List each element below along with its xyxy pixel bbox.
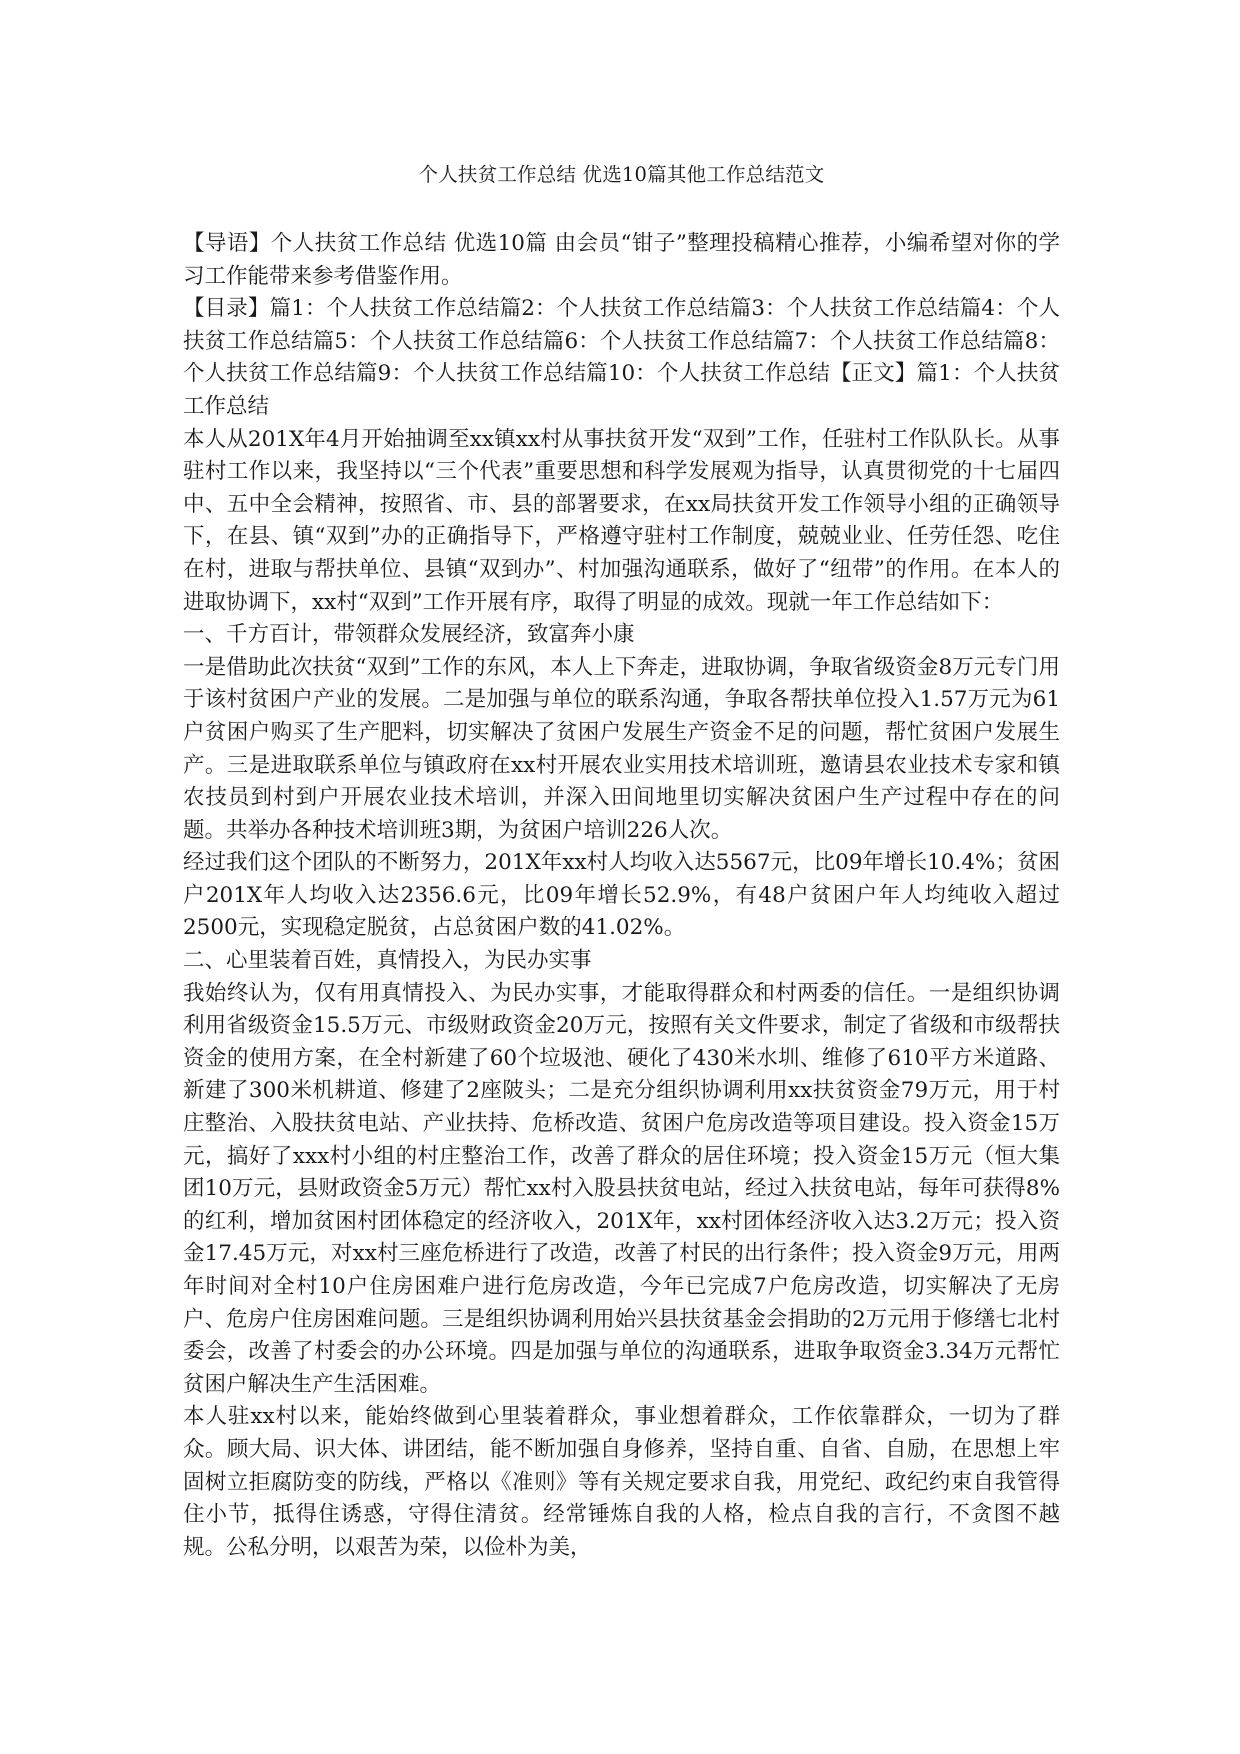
section-heading: 二、心里装着百姓，真情投入，为民办实事 xyxy=(183,948,592,974)
document-title: 个人扶贫工作总结 优选10篇其他工作总结范文 xyxy=(418,163,825,186)
section-heading: 一、千方百计，带领群众发展经济，致富奔小康 xyxy=(183,622,635,648)
body-paragraph: 本人从201X年4月开始抽调至xx镇xx村从事扶贫开发“双到”工作，任驻村工作队队长。从事驻村工作以来，我坚持以“三个代表”重要思想和科学发展观为指导，认真贯彻党的十七届四中、五中全会精神，按照省、市、县的部署要求，在xx局扶贫开发工作领导小组的正确领导下，在县、镇“双到”办的正确指导下，严格遵守驻村工作制度，兢兢业业、任劳任怨、吃住在村，进取与帮扶单位、县镇“双到办”、村加强沟通联系，做好了“纽带”的作用。在本人的进取协调下，xx村“双到”工作开展有序，取得了明显的成效。现就一年工作总结如下： xyxy=(183,426,1060,615)
table-of-contents: 【目录】篇1：个人扶贫工作总结篇2：个人扶贫工作总结篇3：个人扶贫工作总结篇4：个人扶贫工作总结篇5：个人扶贫工作总结篇6：个人扶贫工作总结篇7：个人扶贫工作总结篇8：个人扶贫工作总结篇9：个人扶贫工作总结篇10：个人扶贫工作总结【正文】篇1：个人扶贫工作总结 xyxy=(183,296,1060,419)
body-paragraph: 本人驻xx村以来，能始终做到心里装着群众，事业想着群众，工作依靠群众，一切为了群众。顾大局、识大体、讲团结，能不断加强自身修养，坚持自重、自省、自励，在思想上牢固树立拒腐防变的防线，严格以《准则》等有关规定要求自我，用党纪、政纪约束自我管得住小节，抵得住诱惑，守得住清贫。经常锤炼自我的人格，检点自我的言行，不贪图不越规。公私分明，以艰苦为荣，以俭朴为美， xyxy=(183,1404,1060,1560)
body-paragraph: 一是借助此次扶贫“双到”工作的东风，本人上下奔走，进取协调，争取省级资金8万元专门用于该村贫困户产业的发展。二是加强与单位的联系沟通，争取各帮扶单位投入1.57万元为61户贫困户购买了生产肥料，切实解决了贫困户发展生产资金不足的问题，帮忙贫困户发展生产。三是进取联系单位与镇政府在xx村开展农业实用技术培训班，邀请县农业技术专家和镇农技员到村到户开展农业技术培训，并深入田间地里切实解决贫困户生产过程中存在的问题。共举办各种技术培训班3期，为贫困户培训226人次。 xyxy=(183,654,1060,843)
intro-paragraph: 【导语】个人扶贫工作总结 优选10篇 由会员“钳子”整理投稿精心推荐，小编希望对你的学习工作能带来参考借鉴作用。 xyxy=(183,231,1060,289)
body-paragraph: 经过我们这个团队的不断努力，201X年xx村人均收入达5567元，比09年增长10.4%；贫困户201X年人均收入达2356.6元，比09年增长52.9%，有48户贫困户年人均纯收入超过2500元，实现稳定脱贫，占总贫困户数的41.02%。 xyxy=(183,850,1060,941)
body-paragraph: 我始终认为，仅有用真情投入、为民办实事，才能取得群众和村两委的信任。一是组织协调利用省级资金15.5万元、市级财政资金20万元，按照有关文件要求，制定了省级和市级帮扶资金的使用方案，在全村新建了60个垃圾池、硬化了430米水圳、维修了610平方米道路、新建了300米机耕道、修建了2座陂头；二是充分组织协调利用xx扶贫资金79万元，用于村庄整治、入股扶贫电站、产业扶持、危桥改造、贫困户危房改造等项目建设。投入资金15万元，搞好了xxx村小组的村庄整治工作，改善了群众的居住环境；投入资金15万元（恒大集团10万元，县财政资金5万元）帮忙xx村入股县扶贫电站，经过入扶贫电站，每年可获得8%的红利，增加贫困村团体稳定的经济收入，201X年，xx村团体经济收入达3.2万元；投入资金17.45万元，对xx村三座危桥进行了改造，改善了村民的出行条件；投入资金9万元，用两年时间对全村10户住房困难户进行危房改造，今年已完成7户危房改造，切实解决了无房户、危房户住房困难问题。三是组织协调利用始兴县扶贫基金会捐助的2万元用于修缮七北村委会，改善了村委会的办公环境。四是加强与单位的沟通联系，进取争取资金3.34万元帮忙贫困户解决生产生活困难。 xyxy=(183,980,1060,1397)
document-body xyxy=(183,228,1060,1564)
